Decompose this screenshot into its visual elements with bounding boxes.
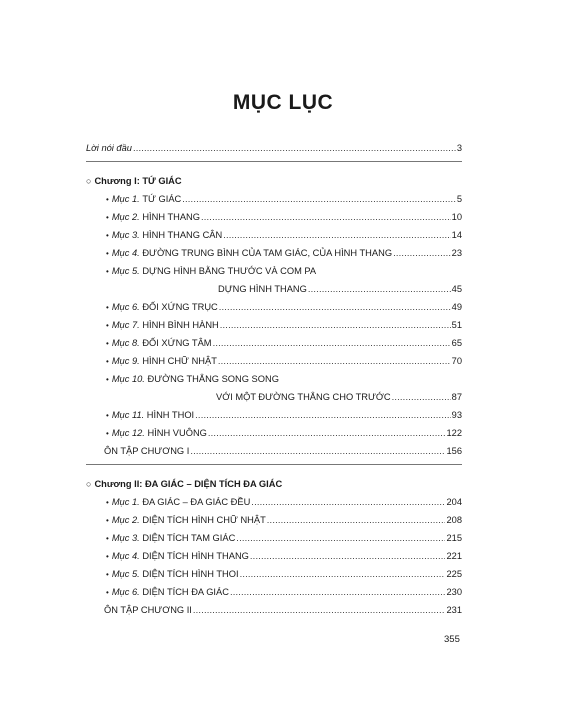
toc-entry-label: ĐA GIÁC – ĐA GIÁC ĐỀU (142, 497, 251, 507)
toc-entry-label: ĐƯỜNG TRUNG BÌNH CỦA TAM GIÁC, CỦA HÌNH THANG (142, 248, 393, 258)
toc-entry-prefix: Mục 4. (111, 248, 140, 258)
toc-page-number: 70 (451, 356, 462, 366)
chapter-heading-1[interactable] (86, 172, 462, 190)
toc-entry-prefix: Mục 11. (111, 410, 145, 420)
toc-entry-prefix: Mục 6. (111, 587, 140, 597)
toc-page-number: 5 (456, 194, 462, 204)
toc-entry-prefix: Mục 8. (111, 338, 140, 348)
toc-page-number: 208 (446, 515, 462, 525)
toc-page-number: 221 (446, 551, 462, 561)
toc-page-number: 10 (451, 212, 462, 222)
toc-page-number: 122 (446, 428, 462, 438)
toc-page-number: 14 (451, 230, 462, 240)
dot-bullet-icon: • (106, 195, 109, 204)
toc-entry[interactable] (86, 406, 462, 424)
leader-dots (218, 352, 451, 370)
chapter-title: Chương I: TỨ GIÁC (94, 176, 182, 186)
leader-dots (308, 280, 451, 298)
toc-entry[interactable] (86, 547, 462, 565)
dot-bullet-icon: • (106, 267, 109, 276)
dot-bullet-icon: • (106, 411, 109, 420)
toc-entry-label: ĐỐI XỨNG TRỤC (142, 302, 218, 312)
leader-dots (219, 298, 451, 316)
toc-entry[interactable] (86, 262, 462, 280)
leader-dots (190, 442, 445, 460)
toc-entry-label: ĐỐI XỨNG TÂM (142, 338, 212, 348)
leader-dots (223, 226, 450, 244)
dot-bullet-icon: • (106, 375, 109, 384)
dot-bullet-icon: • (106, 588, 109, 597)
toc-entry-label: DIỆN TÍCH HÌNH CHỮ NHẬT (142, 515, 266, 525)
page-number: 355 (444, 634, 460, 645)
toc-entry-prefix: Mục 4. (111, 551, 140, 561)
leader-dots (182, 190, 456, 208)
toc-entry[interactable] (86, 316, 462, 334)
toc-page-number: 231 (446, 605, 462, 615)
chapter-1-entries (86, 190, 462, 442)
leader-dots (208, 424, 446, 442)
dot-bullet-icon: • (106, 303, 109, 312)
chapter-heading-2[interactable] (86, 475, 462, 493)
divider (86, 161, 462, 162)
toc-entry-continuation[interactable] (86, 280, 462, 298)
toc-entry[interactable] (86, 583, 462, 601)
toc-entry[interactable] (86, 511, 462, 529)
toc-entry-label: HÌNH THOI (146, 410, 195, 420)
toc-page-number: 230 (446, 587, 462, 597)
leader-dots (251, 493, 445, 511)
toc-entry-prefix: Mục 12. (111, 428, 145, 438)
leader-dots (267, 511, 446, 529)
toc-entry-prefix: Mục 7. (111, 320, 140, 330)
toc-entry-prefix: Mục 5. (111, 569, 140, 579)
leader-dots (393, 244, 451, 262)
toc-entry-label: VỚI MỘT ĐƯỜNG THẲNG CHO TRƯỚC (216, 392, 391, 402)
toc-page-number: 215 (446, 533, 462, 543)
leader-dots (201, 208, 451, 226)
toc-page-number: 23 (451, 248, 462, 258)
toc-entry[interactable] (86, 334, 462, 352)
toc-entry-label: HÌNH VUÔNG (147, 428, 207, 438)
toc-page-number: 93 (451, 410, 462, 420)
toc-entry-label: Lời nói đầu (86, 143, 132, 153)
toc-entry-preface[interactable] (86, 139, 462, 157)
circle-bullet-icon: ○ (86, 176, 92, 186)
leader-dots (392, 388, 451, 406)
toc-entry-label: HÌNH THANG (142, 212, 200, 222)
toc-entry[interactable] (86, 493, 462, 511)
dot-bullet-icon: • (106, 249, 109, 258)
toc-page-number: 3 (456, 143, 462, 153)
toc-entry[interactable] (86, 190, 462, 208)
toc-entry-label: HÌNH THANG CÂN (142, 230, 223, 240)
leader-dots (193, 601, 446, 619)
toc-entry-label: HÌNH CHỮ NHẬT (142, 356, 217, 366)
toc-entry-prefix: Mục 1. (111, 194, 140, 204)
toc-entry-prefix: Mục 2. (111, 212, 140, 222)
toc-entry[interactable] (86, 424, 462, 442)
toc-entry-label: DIỆN TÍCH ĐA GIÁC (142, 587, 229, 597)
toc-entry-review-1[interactable] (86, 442, 462, 460)
toc-entry[interactable] (86, 370, 462, 388)
toc-page-number: 156 (446, 446, 462, 456)
toc-entry-prefix: Mục 10. (111, 374, 145, 384)
toc-entry-label: DIỆN TÍCH HÌNH THANG (142, 551, 249, 561)
toc-entry[interactable] (86, 565, 462, 583)
leader-dots (230, 583, 446, 601)
toc-entry-label: DỰNG HÌNH BẰNG THƯỚC VÀ COM PA (142, 266, 317, 276)
toc-entry-label: DIỆN TÍCH HÌNH THOI (142, 569, 239, 579)
toc-entry-prefix: Mục 3. (111, 533, 140, 543)
leader-dots (195, 406, 451, 424)
leader-dots (133, 139, 456, 157)
dot-bullet-icon: • (106, 429, 109, 438)
dot-bullet-icon: • (106, 534, 109, 543)
dot-bullet-icon: • (106, 231, 109, 240)
toc-page-number: 45 (451, 284, 462, 294)
toc-entry-continuation[interactable] (86, 388, 462, 406)
dot-bullet-icon: • (106, 516, 109, 525)
leader-dots (250, 547, 446, 565)
toc-entry-label: ÔN TẬP CHƯƠNG II (104, 605, 192, 615)
toc-page-number: 225 (446, 569, 462, 579)
toc-entry-prefix: Mục 2. (111, 515, 140, 525)
toc-entry[interactable] (86, 244, 462, 262)
dot-bullet-icon: • (106, 498, 109, 507)
toc-page-number: 51 (451, 320, 462, 330)
toc-entry[interactable] (86, 226, 462, 244)
toc-entry-label: DỰNG HÌNH THANG (218, 284, 307, 294)
toc-page-number: 65 (451, 338, 462, 348)
toc-entry-prefix: Mục 9. (111, 356, 140, 366)
dot-bullet-icon: • (106, 570, 109, 579)
circle-bullet-icon: ○ (86, 479, 92, 489)
toc-entry-prefix: Mục 5. (111, 266, 140, 276)
leader-dots (220, 316, 451, 334)
dot-bullet-icon: • (106, 321, 109, 330)
toc-entry-label: ÔN TẬP CHƯƠNG I (104, 446, 190, 456)
toc-entry-prefix: Mục 1. (111, 497, 140, 507)
toc-entry[interactable] (86, 529, 462, 547)
dot-bullet-icon: • (106, 213, 109, 222)
leader-dots (213, 334, 451, 352)
dot-bullet-icon: • (106, 339, 109, 348)
chapter-title: Chương II: ĐA GIÁC – DIỆN TÍCH ĐA GIÁC (94, 479, 283, 489)
toc-entry-prefix: Mục 3. (111, 230, 140, 240)
leader-dots (240, 565, 446, 583)
toc-entry-label: HÌNH BÌNH HÀNH (142, 320, 219, 330)
chapter-2-entries (86, 493, 462, 601)
toc-entry[interactable] (86, 352, 462, 370)
toc-entry-label: TỨ GIÁC (142, 194, 182, 204)
toc-entry[interactable] (86, 298, 462, 316)
toc-entry[interactable] (86, 208, 462, 226)
page-title: MỤC LỤC (232, 91, 334, 114)
toc-entry-review-2[interactable] (86, 601, 462, 619)
table-of-contents (86, 139, 462, 619)
toc-page-number: 49 (451, 302, 462, 312)
dot-bullet-icon: • (106, 357, 109, 366)
toc-entry-label: ĐƯỜNG THẲNG SONG SONG (147, 374, 279, 384)
toc-page-number: 87 (451, 392, 462, 402)
toc-entry-label: DIỆN TÍCH TAM GIÁC (142, 533, 236, 543)
leader-dots (236, 529, 445, 547)
dot-bullet-icon: • (106, 552, 109, 561)
toc-page-number: 204 (446, 497, 462, 507)
toc-entry-prefix: Mục 6. (111, 302, 140, 312)
divider (86, 464, 462, 465)
